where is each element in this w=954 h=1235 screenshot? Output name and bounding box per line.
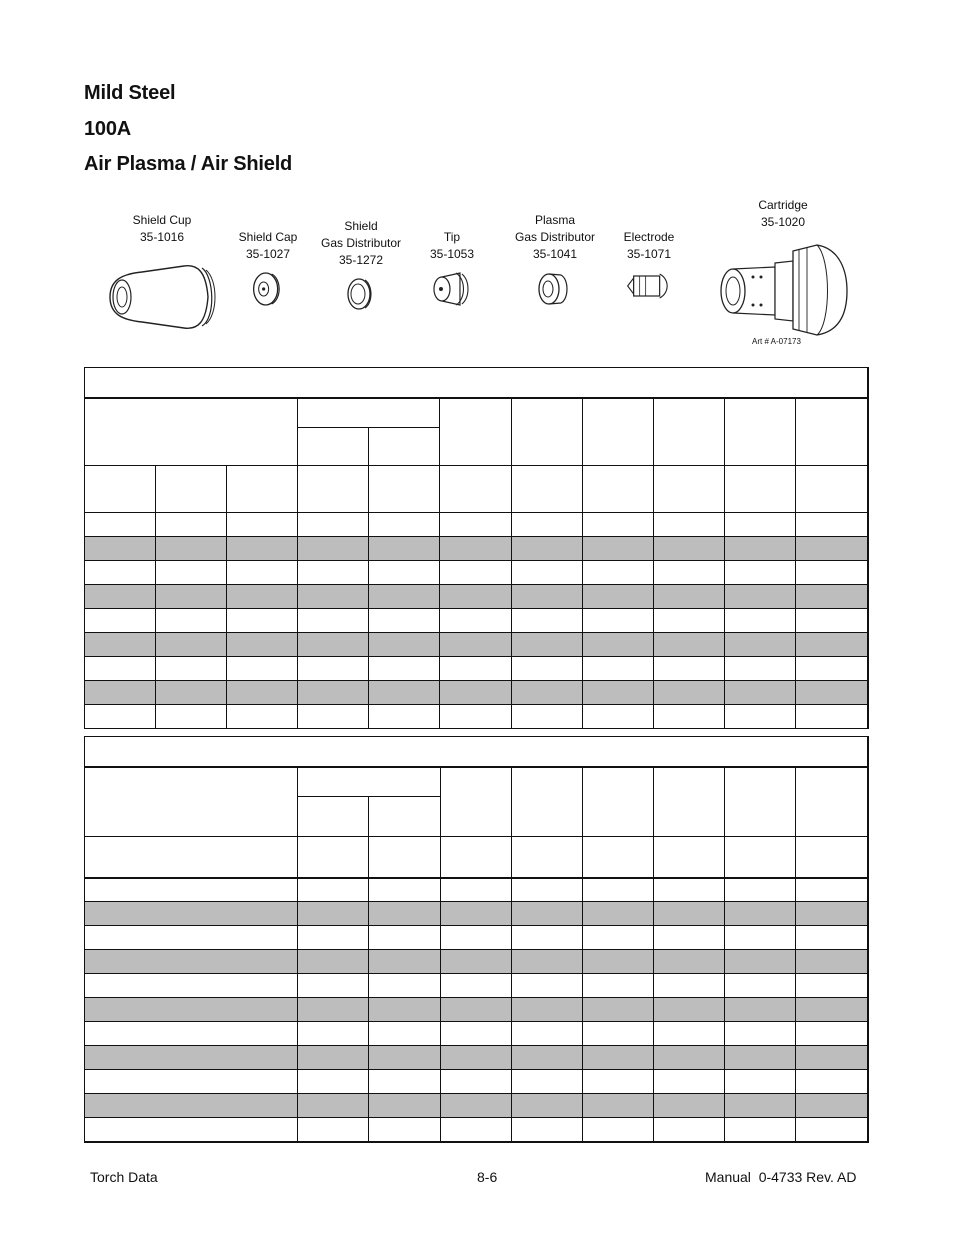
- title-gas: Air Plasma / Air Shield: [84, 153, 293, 175]
- table-row: [85, 1046, 869, 1070]
- table-header-row: [85, 767, 869, 797]
- electrode-icon: [624, 269, 674, 303]
- part-shield-gas-distributor: Shield Gas Distributor 35-1272: [321, 218, 401, 313]
- table-unit-row: [85, 466, 869, 513]
- part-cartridge: Cartridge 35-1020: [713, 197, 853, 339]
- table-row: [85, 633, 869, 657]
- cartridge-icon: [713, 237, 853, 339]
- table-row: [85, 1070, 869, 1094]
- tip-icon: [430, 269, 474, 309]
- part-shield-cap: Shield Cap 35-1027: [239, 229, 298, 309]
- cut-chart-upper: [84, 367, 869, 729]
- gas-distributor-icon: [343, 275, 379, 313]
- title-material: Mild Steel: [84, 82, 176, 104]
- table-row: [85, 657, 869, 681]
- table-title-row: [85, 737, 869, 767]
- table-row: [85, 878, 869, 902]
- table-row: [85, 998, 869, 1022]
- table-row: [85, 705, 869, 729]
- table-row: [85, 537, 869, 561]
- table-header-row: [85, 398, 869, 428]
- footer-page-number: 8-6: [477, 1169, 498, 1185]
- title-amperage: 100A: [84, 118, 132, 140]
- table-row: [85, 681, 869, 705]
- part-shield-cup: Shield Cup 35-1016: [102, 212, 222, 342]
- part-electrode: Electrode 35-1071: [624, 229, 675, 303]
- table-row: [85, 585, 869, 609]
- table-row: [85, 513, 869, 537]
- art-number: Art # A-07173: [752, 337, 801, 346]
- plasma-distributor-icon: [535, 269, 575, 309]
- table-row: [85, 609, 869, 633]
- cut-chart-lower: [84, 736, 869, 1143]
- table-row: [85, 1118, 869, 1142]
- table-title-row: [85, 368, 869, 398]
- footer-manual-id: Manual 0-4733 Rev. AD: [705, 1169, 857, 1185]
- shield-cap-icon: [250, 269, 286, 309]
- table-row: [85, 1094, 869, 1118]
- table-row: [85, 1022, 869, 1046]
- shield-cup-icon: [102, 252, 222, 342]
- part-tip: Tip 35-1053: [430, 229, 474, 309]
- table-unit-row: [85, 837, 869, 878]
- footer-section: Torch Data: [90, 1169, 158, 1185]
- table-row: [85, 950, 869, 974]
- part-plasma-gas-distributor: Plasma Gas Distributor 35-1041: [515, 212, 595, 309]
- table-row: [85, 974, 869, 998]
- table-row: [85, 902, 869, 926]
- table-row: [85, 561, 869, 585]
- table-row: [85, 926, 869, 950]
